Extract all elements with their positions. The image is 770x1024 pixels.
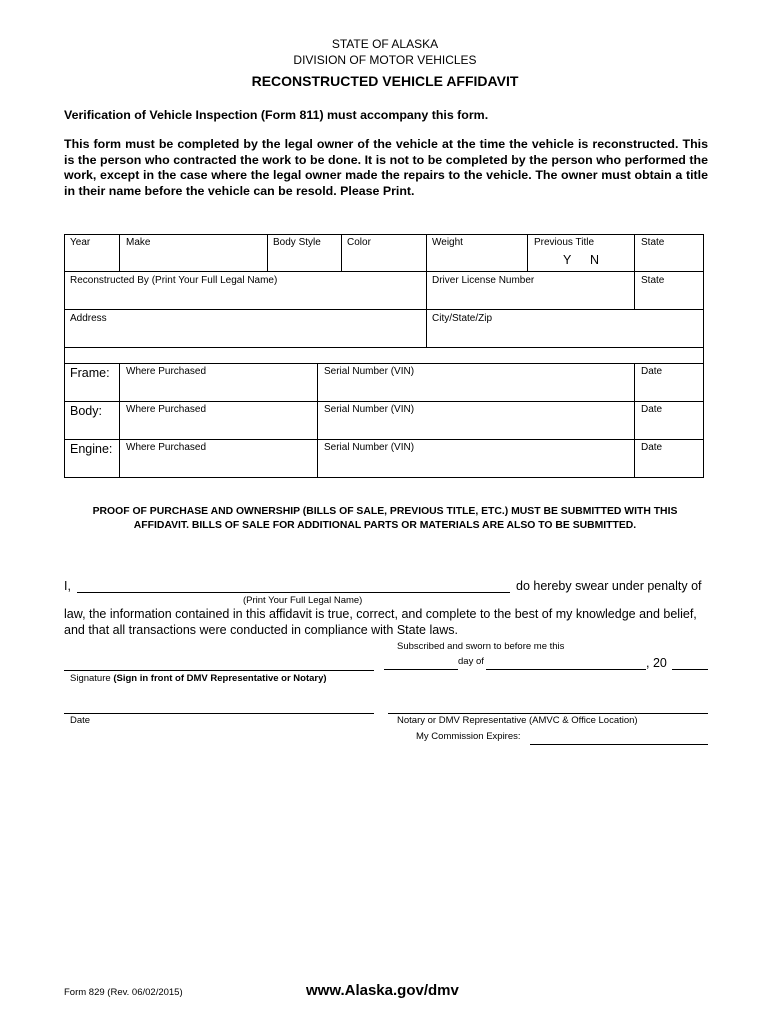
frame-date-label: Date (641, 366, 663, 377)
date-label: Date (70, 715, 91, 726)
weight-label: Weight (432, 237, 463, 248)
website-link[interactable]: www.Alaska.gov/dmv (306, 982, 459, 999)
signature-label-text: Signature (70, 673, 111, 684)
state-label: State (641, 237, 665, 248)
form-number: Form 829 (Rev. 06/02/2015) (64, 987, 183, 998)
frame-serial-label: Serial Number (VIN) (324, 366, 415, 377)
commission-expires-label: My Commission Expires: (416, 731, 521, 742)
division-heading: DIVISION OF MOTOR VEHICLES (293, 53, 477, 67)
instructions-paragraph: This form must be completed by the legal owner of the vehicle at the time the vehicle is reconstructed. This is the person who contracted the work to be done. It is not to be completed by the person who performed the work, except in the case where the legal owner made the repairs to the vehicle. The owner must obtain a title in their name before the vehicle can be resold. Please Print. (64, 137, 708, 198)
engine-date-label: Date (641, 442, 663, 453)
color-label: Color (347, 237, 371, 248)
year-label: Year (70, 237, 91, 248)
address-label: Address (70, 313, 107, 324)
engine-label: Engine: (70, 442, 113, 456)
driver-license-label: Driver License Number (432, 275, 535, 286)
verification-note: Verification of Vehicle Inspection (Form 811) must accompany this form. (64, 108, 489, 122)
date-line[interactable] (64, 713, 374, 714)
year-prefix: , 20 (646, 656, 667, 670)
month-line[interactable] (486, 669, 646, 670)
notary-line[interactable] (388, 713, 708, 714)
oath-swear-text: do hereby swear under penalty of (516, 579, 702, 593)
body-label: Body: (70, 404, 102, 418)
body-style-label: Body Style (273, 237, 321, 248)
license-state-label: State (641, 275, 665, 286)
state-heading: STATE OF ALASKA (331, 37, 439, 51)
year-line[interactable] (672, 669, 708, 670)
frame-where-purchased-label: Where Purchased (126, 366, 207, 377)
day-of-text: day of (458, 656, 484, 667)
form-title: RECONSTRUCTED VEHICLE AFFIDAVIT (251, 73, 519, 89)
signature-label (70, 673, 327, 684)
body-date-label: Date (641, 404, 663, 415)
previous-title-no[interactable]: N (590, 253, 600, 267)
make-label: Make (126, 237, 151, 248)
city-state-zip-label: City/State/Zip (432, 313, 493, 324)
body-serial-label: Serial Number (VIN) (324, 404, 415, 415)
oath-statement: law, the information contained in this affidavit is true, correct, and complete to the best of my knowledge and belief, and that all transactions were conducted in compliance with State laws. (64, 607, 697, 637)
day-line[interactable] (384, 669, 458, 670)
previous-title-yes[interactable]: Y (563, 253, 572, 267)
previous-title-label: Previous Title (534, 237, 595, 248)
notary-label: Notary or DMV Representative (AMVC & Office Location) (397, 715, 638, 726)
body-where-purchased-label: Where Purchased (126, 404, 207, 415)
oath-i: I, (64, 579, 71, 593)
legal-name-caption: (Print Your Full Legal Name) (243, 595, 363, 606)
engine-serial-label: Serial Number (VIN) (324, 442, 415, 453)
proof-of-purchase-notice: PROOF OF PURCHASE AND OWNERSHIP (BILLS OF SALE, PREVIOUS TITLE, ETC.) MUST BE SUBMITTED WITH THIS AFFIDAVIT. BILLS OF SALE FOR ADDITIONAL PARTS OR MATERIALS ARE ALSO TO BE SUBMITTED. (92, 506, 678, 531)
engine-where-purchased-label: Where Purchased (126, 442, 207, 453)
signature-line[interactable] (64, 670, 374, 671)
legal-name-line[interactable] (77, 592, 510, 593)
subscribed-text: Subscribed and sworn to before me this (397, 641, 565, 652)
reconstructed-by-label: Reconstructed By (Print Your Full Legal Name) (70, 275, 278, 286)
frame-label: Frame: (70, 366, 110, 380)
signature-note: (Sign in front of DMV Representative or Notary) (113, 673, 327, 684)
commission-expires-line[interactable] (530, 744, 708, 745)
